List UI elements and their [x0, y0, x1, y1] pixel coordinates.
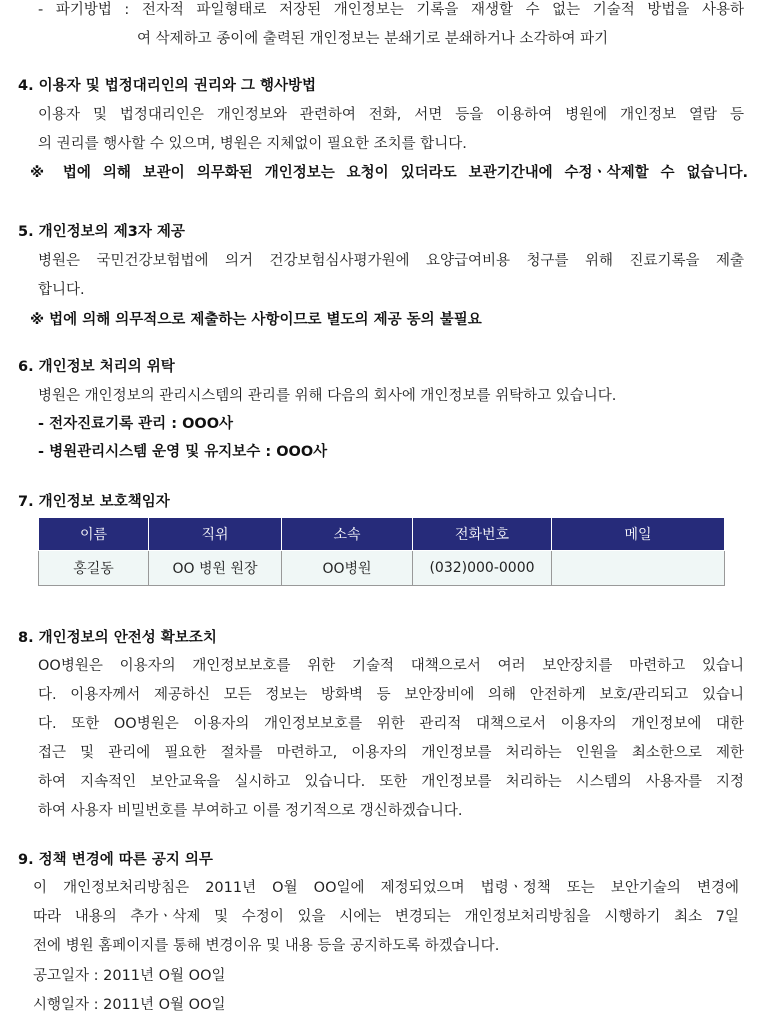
section-9-line-3: 전에 병원 홈페이지를 통해 변경이유 및 내용 등을 공지하도록 하겠습니다. — [33, 938, 500, 954]
privacy-officer-table — [38, 517, 725, 586]
section-8-line-4: 접근 및 관리에 필요한 절차를 마련하고, 이용자의 개인정보를 처리하는 인원을 최소한으로 제한 — [38, 745, 744, 761]
cell-name: 홍길동 — [39, 551, 149, 586]
section-8-line-2: 다. 이용자께서 제공하신 모든 정보는 방화벽 등 보안장비에 의해 안전하게 보호/관리되고 있습니 — [38, 687, 744, 703]
table-row — [39, 551, 725, 586]
section-7-title: 7. 개인정보 보호책임자 — [18, 494, 170, 510]
section-4-body-line-1: 이용자 및 법정대리인은 개인정보와 관련하여 전화, 서면 등을 이용하여 병원에 개인정보 열람 등 — [38, 107, 744, 123]
section-6-title: 6. 개인정보 처리의 위탁 — [18, 359, 175, 375]
header-position: 직위 — [149, 518, 282, 551]
section-9-line-2: 따라 내용의 추가ㆍ삭제 및 수정이 있을 시에는 변경되는 개인정보처리방침을 시행하기 최소 7일 — [33, 909, 739, 925]
section-5-body-line-1: 병원은 국민건강보험법에 의거 건강보험심사평가원에 요양급여비용 청구를 위해 진료기록을 제출 — [38, 253, 744, 269]
section-8-line-1: OO병원은 이용자의 개인정보보호를 위한 기술적 대책으로서 여러 보안장치를 마련하고 있습니 — [38, 658, 744, 674]
section-6-item-emr: - 전자진료기록 관리 : OOO사 — [38, 416, 234, 432]
cell-email — [552, 551, 725, 586]
header-email: 메일 — [552, 518, 725, 551]
section-8-line-6: 하여 사용자 비밀번호를 부여하고 이를 정기적으로 갱신하겠습니다. — [38, 803, 463, 819]
cell-position: OO 병원 원장 — [149, 551, 282, 586]
section-6-item-his: - 병원관리시스템 운영 및 유지보수 : OOO사 — [38, 444, 328, 460]
destroy-method-line-1: - 파기방법 : 전자적 파일형태로 저장된 개인정보는 기록을 재생할 수 없는 기술적 방법을 사용하 — [38, 2, 744, 18]
section-9-title: 9. 정책 변경에 따른 공지 의무 — [18, 852, 213, 868]
section-4-note: ※ 법에 의해 보관이 의무화된 개인정보는 요청이 있더라도 보관기간내에 수정ㆍ삭제할 수 없습니다. — [30, 165, 748, 181]
section-6-body: 병원은 개인정보의 관리시스템의 관리를 위해 다음의 회사에 개인정보를 위탁하고 있습니다. — [38, 388, 617, 404]
effective-date: 시행일자 : 2011년 O월 OO일 — [33, 997, 226, 1013]
section-4-title: 4. 이용자 및 법정대리인의 권리와 그 행사방법 — [18, 78, 317, 94]
section-8-line-5: 하여 지속적인 보안교육을 실시하고 있습니다. 또한 개인정보를 처리하는 시스템의 사용자를 지정 — [38, 774, 744, 790]
header-name: 이름 — [39, 518, 149, 551]
section-5-body-line-2: 합니다. — [38, 282, 85, 298]
cell-phone: (032)000-0000 — [413, 551, 552, 586]
table-header-row — [39, 518, 725, 551]
cell-affiliation: OO병원 — [282, 551, 413, 586]
section-5-note: ※ 법에 의해 의무적으로 제출하는 사항이므로 별도의 제공 동의 불필요 — [30, 312, 482, 328]
section-4-body-line-2: 의 권리를 행사할 수 있으며, 병원은 지체없이 필요한 조치를 합니다. — [38, 136, 467, 152]
section-8-title: 8. 개인정보의 안전성 확보조치 — [18, 630, 217, 646]
announce-date: 공고일자 : 2011년 O월 OO일 — [33, 968, 226, 984]
header-affiliation: 소속 — [282, 518, 413, 551]
section-9-line-1: 이 개인정보처리방침은 2011년 O월 OO일에 제정되었으며 법령ㆍ정책 또는 보안기술의 변경에 — [33, 880, 739, 896]
section-5-title: 5. 개인정보의 제3자 제공 — [18, 224, 185, 240]
destroy-method-line-2: 여 삭제하고 종이에 출력된 개인정보는 분쇄기로 분쇄하거나 소각하여 파기 — [137, 31, 609, 47]
header-phone: 전화번호 — [413, 518, 552, 551]
section-8-line-3: 다. 또한 OO병원은 이용자의 개인정보보호를 위한 관리적 대책으로서 이용자의 개인정보에 대한 — [38, 716, 744, 732]
